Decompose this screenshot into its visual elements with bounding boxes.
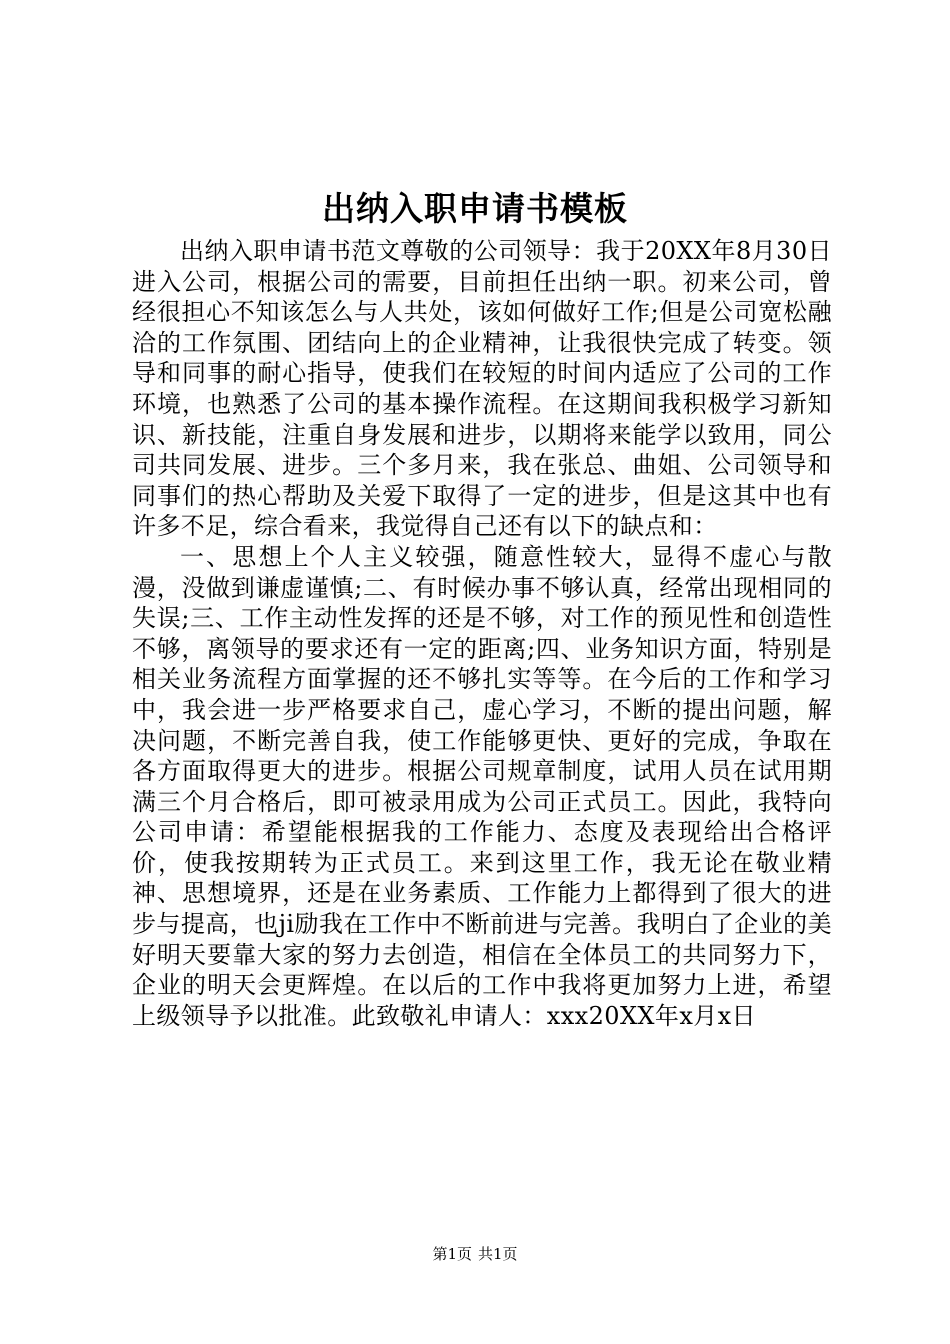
paragraph-intro: 出纳入职申请书范文尊敬的公司领导：我于20XX年8月30日进入公司，根据公司的需要，目前担任出纳一职。初来公司，曾经很担心不知该怎么与人共处，该如何做好工作;但是公司宽松融洽的工作氛围、团结向上的企业精神，让我很快完成了转变。领导和同事的耐心指导，使我们在较短的时间内适应了公司的工作环境，也熟悉了公司的基本操作流程。在这期间我积极学习新知识、新技能，注重自身发展和进步，以期将来能学以致用，同公司共同发展、进步。三个多月来，我在张总、曲姐、公司领导和同事们的热心帮助及关爱下取得了一定的进步，但是这其中也有许多不足，综合看来，我觉得自己还有以下的缺点和： <box>132 237 832 541</box>
document-body <box>132 236 832 1031</box>
page-number-current: 第1页 <box>432 1245 472 1263</box>
document-title: 出纳入职申请书模板 <box>322 189 628 228</box>
paragraph-self-assessment: 一、思想上个人主义较强，随意性较大，显得不虚心与散漫，没做到谦虚谨慎;二、有时候办事不够认真，经常出现相同的失误;三、工作主动性发挥的还是不够，对工作的预见性和创造性不够，离领导的要求还有一定的距离;四、业务知识方面，特别是相关业务流程方面掌握的还不够扎实等等。在今后的工作和学习中，我会进一步严格要求自己，虚心学习，不断的提出问题，解决问题，不断完善自我，使工作能够更快、更好的完成，争取在各方面取得更大的进步。根据公司规章制度，试用人员在试用期满三个月合格后，即可被录用成为公司正式员工。因此，我特向公司申请：希望能根据我的工作能力、态度及表现给出合格评价，使我按期转为正式员工。来到这里工作，我无论在敬业精神、思想境界，还是在业务素质、工作能力上都得到了很大的进步与提高，也ji励我在工作中不断前进与完善。我明白了企业的美好明天要靠大家的努力去创造，相信在全体员工的共同努力下，企业的明天会更辉煌。在以后的工作中我将更加努力上进，希望上级领导予以批准。此致敬礼申请人：xxx20XX年x月x日 <box>132 542 832 1030</box>
page-number-total: 共1页 <box>478 1245 518 1263</box>
page-footer <box>0 1242 950 1266</box>
